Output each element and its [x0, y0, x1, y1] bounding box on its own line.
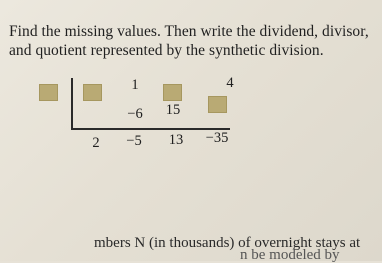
- bottom-row-value-1: 2: [92, 135, 100, 151]
- middle-row-value-2: 15: [165, 102, 181, 118]
- division-bracket-vertical: [71, 78, 73, 130]
- missing-coefficient-box-1: [83, 84, 102, 101]
- middle-row-value-1: −6: [127, 106, 143, 122]
- bottom-row-value-4: −35: [205, 130, 229, 146]
- top-row-value-2: 4: [226, 75, 234, 91]
- prompt-line-1: Find the missing values. Then write the dividend, divisor,: [9, 23, 369, 40]
- prompt-line-2: and quotient represented by the synthetic division.: [9, 42, 324, 59]
- next-problem-line-2: n be modeled by: [240, 247, 340, 263]
- top-row-value-1: 1: [131, 77, 139, 93]
- next-problem-line-1: mbers N (in thousands) of overnight stays at: [94, 235, 361, 251]
- bottom-row-value-3: 13: [168, 132, 184, 148]
- missing-coefficient-box-2: [163, 84, 182, 101]
- missing-divisor-box: [39, 84, 58, 101]
- missing-middle-box: [208, 96, 227, 113]
- bottom-row-value-2: −5: [126, 133, 142, 149]
